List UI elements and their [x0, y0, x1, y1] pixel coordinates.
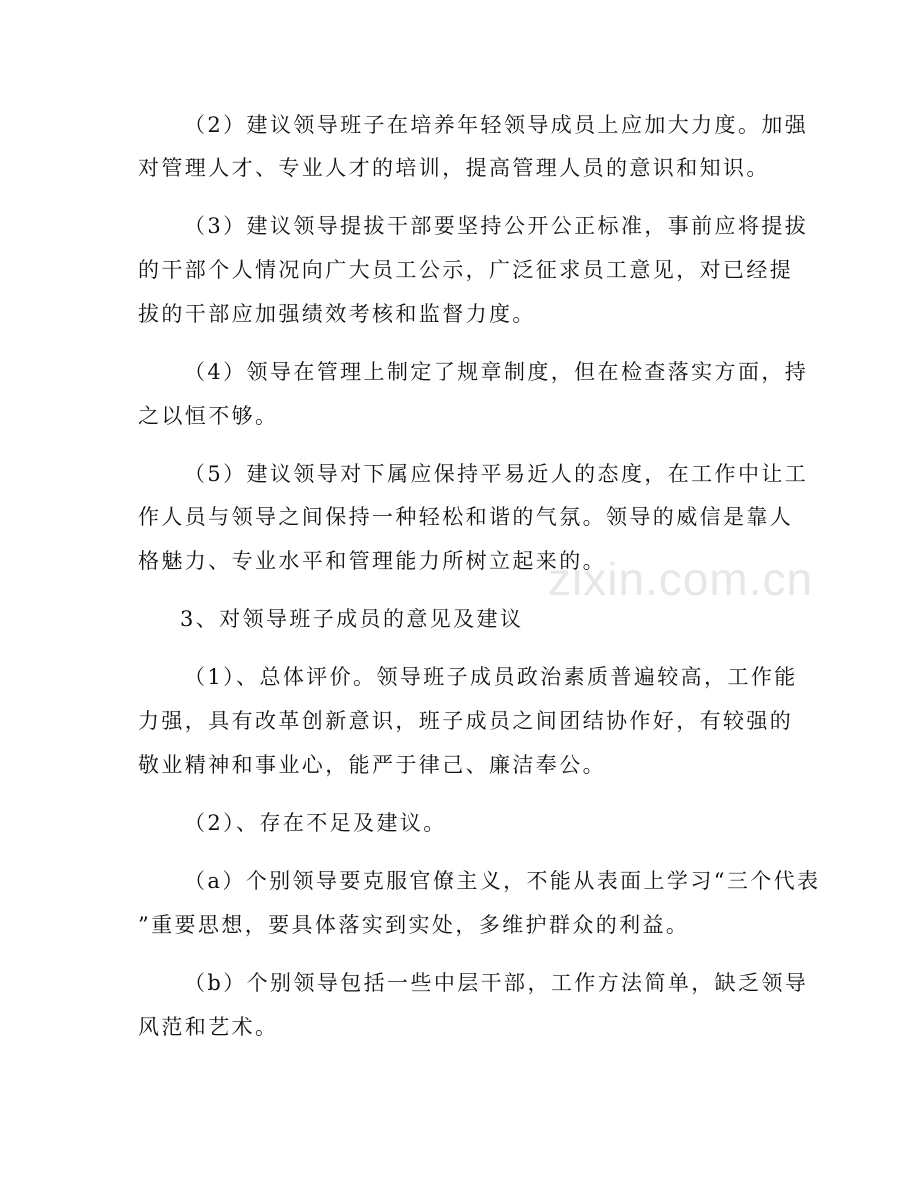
watermark-text: zixin.com.cn — [548, 553, 814, 605]
paragraph-line: 作人员与领导之间保持一种轻松和谐的气氛。领导的威信是靠人 — [138, 505, 794, 529]
paragraph-line: （5）建议领导对下属应保持平易近人的态度，在工作中让工 — [184, 462, 809, 486]
paragraph-line: ”重要思想，要具体落实到实处，多维护群众的利益。 — [138, 913, 690, 937]
paragraph-line: （2）、存在不足及建议。 — [184, 811, 447, 835]
section-heading: 3、对领导班子成员的意见及建议 — [180, 607, 524, 631]
paragraph-line: （1）、总体评价。领导班子成员政治素质普遍较高，工作能 — [184, 665, 798, 689]
paragraph-line: （b）个别领导包括一些中层干部，工作方法简单，缺乏领导 — [184, 971, 809, 995]
paragraph-line: （2）建议领导班子在培养年轻领导成员上应加大力度。加强 — [184, 113, 809, 137]
paragraph-line: 之以恒不够。 — [138, 404, 279, 428]
paragraph-line: （4）领导在管理上制定了规章制度，但在检查落实方面，持 — [184, 360, 809, 384]
paragraph-line: 拔的干部应加强绩效考核和监督力度。 — [138, 302, 536, 326]
paragraph-line: 对管理人才、专业人才的培训，提高管理人员的意识和知识。 — [138, 156, 770, 180]
paragraph-line: （a）个别领导要克服官僚主义，不能从表面上学习“三个代表 — [184, 869, 821, 893]
paragraph-line: 的干部个人情况向广大员工公示，广泛征求员工意见，对已经提 — [138, 258, 794, 282]
paragraph-line: 风范和艺术。 — [138, 1015, 279, 1039]
paragraph-line: （3）建议领导提拔干部要坚持公开公正标准，事前应将提拔 — [184, 214, 809, 238]
paragraph-line: 敬业精神和事业心，能严于律己、廉洁奉公。 — [138, 753, 606, 777]
paragraph-line: 格魅力、专业水平和管理能力所树立起来的。 — [138, 549, 606, 573]
paragraph-line: 力强，具有改革创新意识，班子成员之间团结协作好，有较强的 — [138, 709, 794, 733]
